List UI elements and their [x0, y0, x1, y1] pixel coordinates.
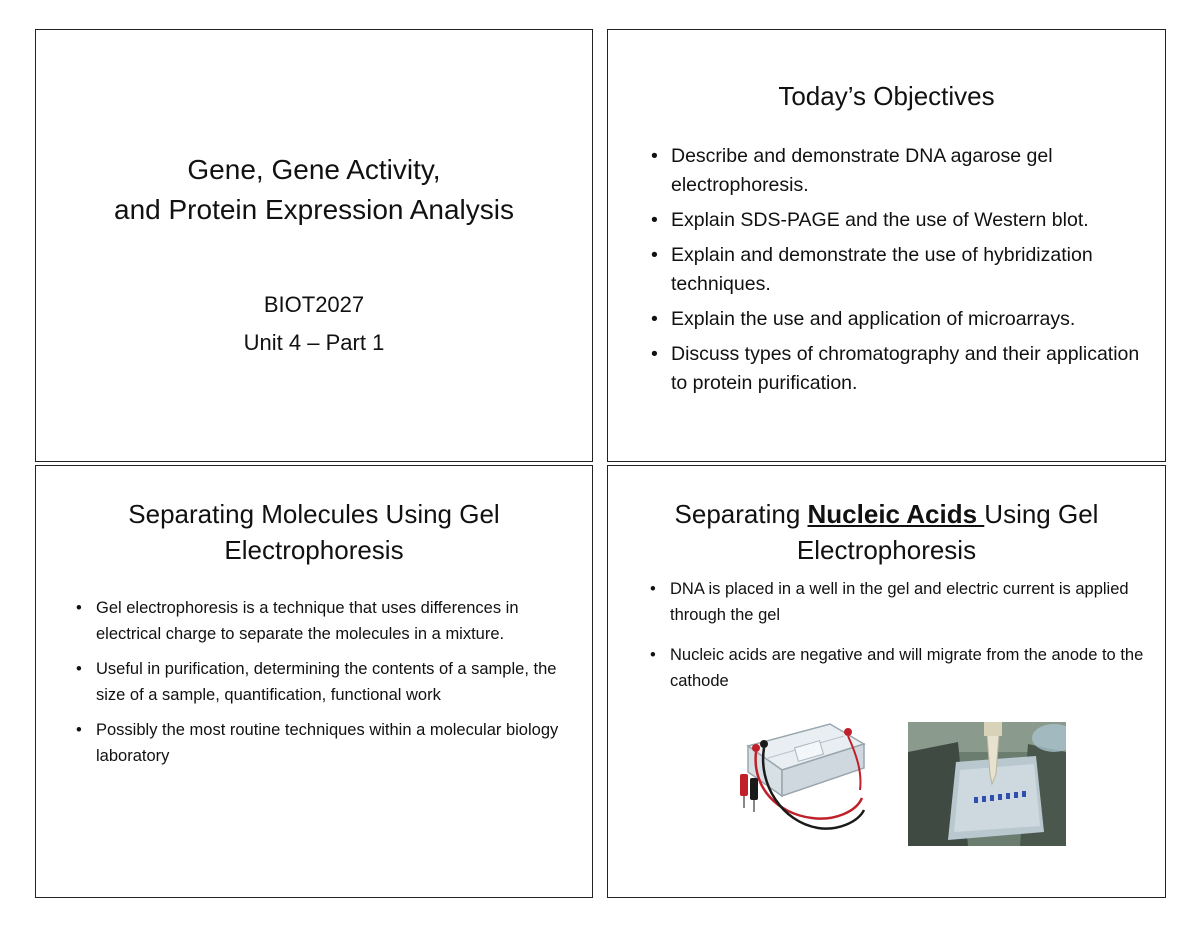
slide-heading	[618, 496, 1155, 568]
presentation-title	[36, 150, 592, 230]
apparatus-illustration	[738, 718, 868, 848]
title-line-2: and Protein Expression Analysis	[114, 194, 514, 225]
gel-loading-photo	[908, 722, 1066, 846]
gel-loading-illustration	[908, 722, 1066, 846]
list-item: • Explain SDS-PAGE and the use of Western blot.	[647, 206, 1147, 235]
list-item: • DNA is placed in a well in the gel and electric current is applied through the gel	[646, 576, 1146, 628]
slide-separating-nucleic-acids	[607, 465, 1166, 898]
slide-separating-molecules	[35, 465, 593, 898]
unit-label: Unit 4 – Part 1	[243, 330, 385, 355]
presentation-subtitle	[36, 286, 592, 362]
list-item: • Nucleic acids are negative and will migrate from the anode to the cathode	[646, 642, 1146, 694]
list-item: • Possibly the most routine techniques within a molecular biology laboratory	[72, 718, 572, 769]
slide-objectives	[607, 29, 1166, 462]
course-code: BIOT2027	[263, 292, 365, 317]
objectives-list	[647, 142, 1147, 404]
slide-title-page	[35, 29, 593, 462]
list-item: • Explain the use and application of microarrays.	[647, 305, 1147, 334]
heading-emphasis: Nucleic Acids	[807, 499, 985, 529]
heading-prefix: Separating	[674, 499, 808, 529]
title-line-1: Gene, Gene Activity,	[187, 154, 441, 185]
list-item: • Useful in purification, determining the contents of a sample, the size of a sample, quantification, functional work	[72, 657, 572, 708]
slide-heading: Today’s Objectives	[778, 81, 995, 111]
list-item: • Gel electrophoresis is a technique that uses differences in electrical charge to separate the molecules in a mixture.	[72, 596, 572, 647]
bullet-list	[72, 596, 572, 779]
list-item: • Explain and demonstrate the use of hybridization techniques.	[647, 241, 1147, 299]
electrophoresis-apparatus-image	[738, 718, 868, 848]
list-item: • Discuss types of chromatography and their application to protein purification.	[647, 340, 1147, 398]
heading-suffix: Using Gel Electrophoresis	[796, 499, 1099, 565]
bullet-list	[646, 576, 1146, 708]
slide-heading: Separating Molecules Using Gel Electrophoresis	[128, 499, 500, 565]
list-item: • Describe and demonstrate DNA agarose gel electrophoresis.	[647, 142, 1147, 200]
